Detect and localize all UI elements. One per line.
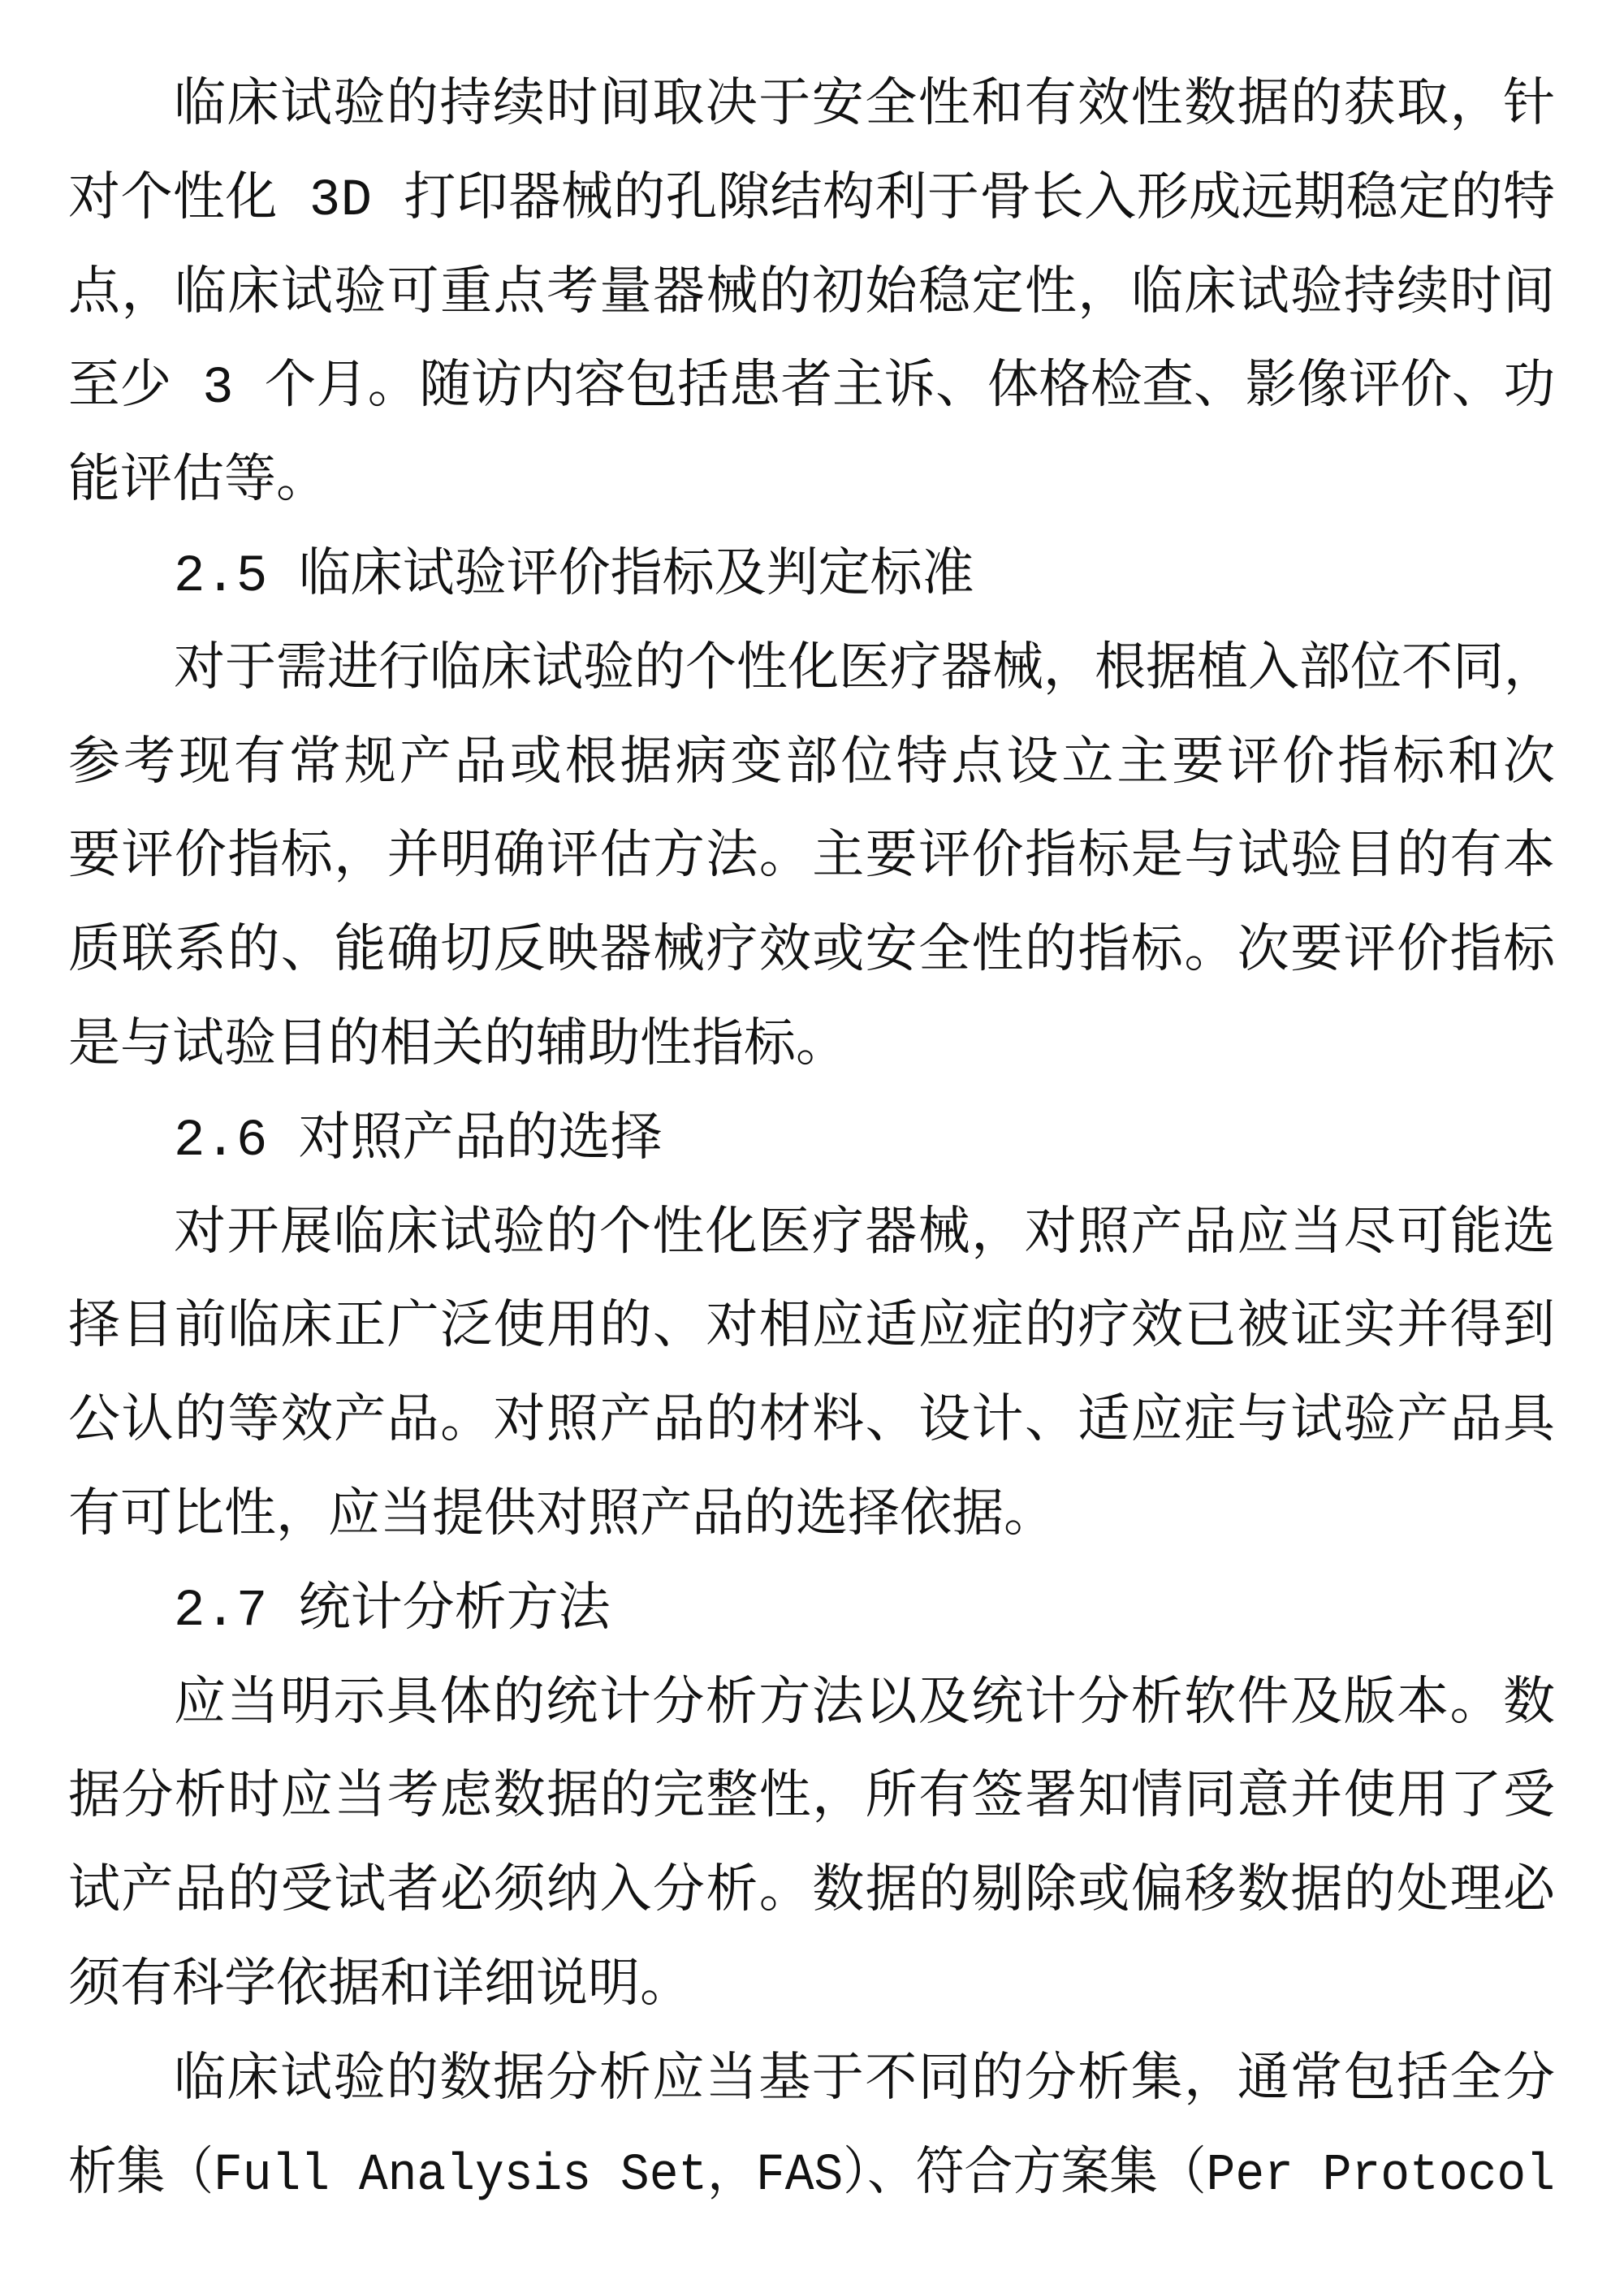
body-text-line: 择目前临床正广泛使用的、对相应适应症的疗效已被证实并得到 — [68, 1300, 1557, 1359]
paragraph — [68, 625, 1558, 1095]
body-text-line: 要评价指标，并明确评估方法。主要评价指标是与试验目的有本 — [68, 830, 1557, 889]
body-text-line: 参考现有常规产品或根据病变部位特点设立主要评价指标和次 — [68, 736, 1558, 795]
paragraph — [68, 1189, 1555, 1565]
body-text-line: 是与试验目的相关的辅助性指标。 — [68, 1017, 848, 1077]
body-text-line: 临床试验的数据分析应当基于不同的分析集，通常包括全分 — [174, 2052, 1557, 2111]
section-2-7 — [68, 1565, 1555, 2224]
paragraph — [68, 1660, 1555, 2036]
body-text-line: 公认的等效产品。对照产品的材料、设计、适应症与试验产品具 — [68, 1394, 1557, 1453]
body-text-line: 有可比性，应当提供对照产品的选择依据。 — [68, 1487, 1056, 1547]
body-text-line: 临床试验的持续时间取决于安全性和有效性数据的获取，针 — [174, 78, 1557, 136]
body-text-line: 析集（Full Analysis Set，FAS）、符合方案集（Per Protocol — [68, 2146, 1555, 2205]
body-text-line: 对开展临床试验的个性化医疗器械，对照产品应当尽可能选 — [174, 1206, 1557, 1265]
body-text-line: 质联系的、能确切反映器械疗效或安全性的指标。次要评价指标 — [68, 924, 1557, 983]
body-text-line: 对个性化 3D 打印器械的孔隙结构利于骨长入形成远期稳定的特 — [68, 171, 1556, 231]
section-heading: 2.6 对照产品的选择 — [174, 1112, 663, 1171]
body-text-line: 能评估等。 — [68, 454, 328, 513]
body-text-line: 至少 3 个月。随访内容包括患者主诉、体格检查、影像评价、功 — [68, 360, 1556, 419]
body-text-line: 试产品的受试者必须纳入分析。数据的剔除或偏移数据的处理必 — [68, 1864, 1557, 1923]
document-body — [68, 61, 1558, 2223]
body-text-line: 应当明示具体的统计分析方法以及统计分析软件及版本。数 — [174, 1676, 1557, 1735]
section-2-6 — [68, 1095, 1555, 1565]
section-2-5 — [68, 531, 1558, 1095]
body-text-line: 对于需进行临床试验的个性化医疗器械，根据植入部位不同， — [174, 641, 1556, 701]
paragraph — [68, 61, 1555, 531]
paragraph — [68, 2036, 1555, 2224]
body-text-line: 点，临床试验可重点考量器械的初始稳定性，临床试验持续时间 — [68, 266, 1557, 325]
body-text-line: 据分析时应当考虑数据的完整性，所有签署知情同意并使用了受 — [68, 1770, 1557, 1829]
body-text-line: 须有科学依据和详细说明。 — [68, 1958, 692, 2017]
section-heading: 2.5 临床试验评价指标及判定标准 — [174, 547, 974, 607]
section-heading: 2.7 统计分析方法 — [174, 1582, 611, 1641]
